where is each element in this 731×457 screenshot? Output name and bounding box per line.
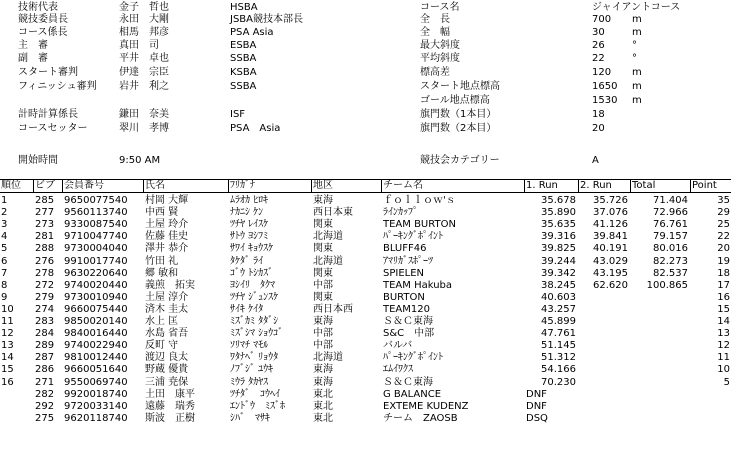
table-cell: 17 (717, 279, 730, 291)
table-cell: 289 (35, 340, 55, 352)
official-org: KSBA (230, 67, 257, 78)
table-cell: 13 (1, 340, 14, 352)
official-org: PSA Asia (230, 123, 281, 134)
course-unit: ° (632, 53, 637, 64)
table-cell: 土屋 淳介 (145, 291, 189, 303)
table-cell: 関東 (313, 291, 333, 303)
official-role: 技術代表 (18, 2, 58, 13)
table-cell: 北海道 (313, 352, 343, 364)
table-cell: 276 (35, 255, 55, 267)
table-cell: 82.273 (653, 255, 688, 267)
table-cell: 1 (1, 195, 8, 206)
table-cell: 9730010940 (64, 291, 128, 303)
header-rule (0, 179, 731, 180)
table-cell: 11 (717, 352, 730, 364)
course-unit: m (632, 27, 642, 38)
table-cell: 竹田 礼 (145, 255, 179, 267)
table-cell: 9920018740 (64, 388, 128, 400)
header-divider (33, 179, 34, 192)
table-cell: 35.635 (541, 219, 576, 231)
table-cell: DNF (526, 388, 547, 400)
table-cell: 済木 圭太 (145, 303, 189, 315)
table-cell: 5 (723, 376, 730, 388)
table-cell: 9710047740 (64, 231, 128, 243)
table-cell: TEAM Hakuba (383, 279, 453, 291)
table-cell: 283 (35, 316, 55, 327)
official-role: 計時計算係長 (18, 109, 78, 120)
table-cell: ﾐｽﾞｶﾐ ﾀﾀﾞｼ (230, 316, 279, 327)
table-cell: ｴﾑｲﾜｸｽ (383, 364, 413, 376)
table-cell: EXTEME KUDENZ (383, 400, 469, 412)
column-header: 会員番号 (64, 180, 104, 191)
table-cell: 43.257 (541, 303, 576, 315)
table-cell: 9910017740 (64, 255, 128, 267)
table-cell: 15 (1, 364, 14, 376)
course-label: 全 長 (420, 14, 450, 25)
official-name: 金子 哲也 (119, 2, 169, 13)
table-cell: Ｓ＆Ｃ東海 (383, 376, 433, 388)
table-cell: ﾖｼｲﾘ ﾀｸﾏ (230, 279, 275, 291)
table-cell: ﾐｽﾞｼﾏ ｼｮｳｺﾞ (230, 328, 284, 340)
table-cell: 14 (717, 316, 730, 327)
table-cell: 9650077540 (64, 195, 128, 206)
official-role: コースセッター (18, 123, 88, 134)
table-cell: 286 (35, 364, 55, 376)
table-cell: 東海 (313, 316, 333, 327)
course-label: 最大斜度 (420, 40, 460, 51)
table-cell: 9660051640 (64, 364, 128, 376)
table-cell: 9630220640 (64, 267, 128, 279)
table-cell: ﾐｳﾗ ﾀｶﾔｽ (230, 376, 269, 388)
table-cell: 9810012440 (64, 352, 128, 364)
table-cell: 13 (717, 328, 730, 340)
official-role: コース係長 (18, 27, 68, 38)
table-cell: 40.603 (541, 291, 576, 303)
course-unit: ° (632, 40, 637, 51)
table-cell: 277 (35, 207, 55, 219)
official-org: HSBA (230, 2, 258, 13)
column-header: Total (632, 180, 656, 191)
table-cell: 279 (35, 291, 55, 303)
header-rule (0, 192, 731, 193)
table-cell: 9850020140 (64, 316, 128, 327)
table-cell: 71.404 (653, 195, 688, 206)
table-cell: 10 (1, 303, 14, 315)
official-org: ISF (230, 109, 246, 120)
start-time-value: 9:50 AM (119, 155, 161, 166)
table-cell: 9330087540 (64, 219, 128, 231)
table-cell: 9560113740 (64, 207, 128, 219)
table-cell: 40.191 (593, 243, 628, 255)
header-divider (578, 179, 579, 192)
column-header: 順位 (1, 180, 21, 191)
table-cell: 281 (35, 231, 55, 243)
table-cell: 288 (35, 243, 55, 255)
course-label: 標高差 (420, 67, 450, 78)
table-cell: 12 (1, 328, 14, 340)
table-cell: 274 (35, 303, 55, 315)
table-cell: 22 (717, 231, 730, 243)
table-cell: 39.342 (541, 267, 576, 279)
table-cell: 中部 (313, 279, 333, 291)
official-name: 平井 卓也 (119, 53, 169, 64)
table-cell: ﾜﾀﾅﾍﾞ ﾘｮｳﾀ (230, 352, 279, 364)
table-cell: 54.166 (541, 364, 576, 376)
table-cell: 東北 (313, 400, 333, 412)
table-cell: 東海 (313, 376, 333, 388)
course-label: コース名 (420, 2, 460, 13)
table-cell: 70.230 (541, 376, 576, 388)
table-cell: 関東 (313, 267, 333, 279)
column-header: チーム名 (383, 180, 423, 191)
course-label: ゴール地点標高 (420, 95, 490, 106)
official-org: SSBA (230, 53, 257, 64)
course-label: 平均斜度 (420, 53, 460, 64)
table-cell: 51.145 (541, 340, 576, 352)
table-cell: 8 (1, 279, 8, 291)
table-cell: 79.157 (653, 231, 688, 243)
official-org: PSA Asia (230, 27, 274, 38)
table-cell: 38.245 (541, 279, 576, 291)
table-cell: 82.537 (653, 267, 688, 279)
table-cell: ﾗｲﾝｶｯﾌﾟ (383, 207, 418, 219)
table-cell: 野蔵 優貴 (145, 364, 189, 376)
table-cell: バルバ (383, 340, 413, 352)
course-unit: m (632, 67, 642, 78)
table-cell: TEAM BURTON (383, 219, 456, 231)
table-cell: DNF (526, 400, 547, 412)
table-cell: 4 (1, 231, 8, 243)
official-role: フィニッシュ審判 (18, 81, 97, 92)
table-cell: 3 (1, 219, 8, 231)
table-cell: 9660075440 (64, 303, 128, 315)
table-cell: 16 (717, 291, 730, 303)
course-value: 18 (592, 109, 605, 120)
official-role: スタート審判 (18, 67, 78, 78)
table-cell: ｻﾜｲ ｷｮｳｽｹ (230, 243, 274, 255)
table-cell: ｻﾄｳ ﾖｼﾌﾐ (230, 231, 269, 243)
table-cell: 272 (35, 279, 55, 291)
table-cell: 35.726 (593, 195, 628, 206)
table-cell: 義煎 拓実 (145, 279, 195, 291)
table-cell: 東海 (313, 364, 333, 376)
table-cell: 37.076 (593, 207, 628, 219)
course-unit: m (632, 95, 642, 106)
course-value: 1650 (592, 81, 618, 92)
table-cell: ﾂﾁﾔ ﾚｲｽｹ (230, 219, 269, 231)
table-cell: 西日本西 (313, 303, 353, 315)
course-value: 20 (592, 123, 605, 134)
header-divider (311, 179, 312, 192)
table-cell: 土田 康平 (145, 388, 195, 400)
table-cell: 284 (35, 328, 55, 340)
table-cell: 中部 (313, 328, 333, 340)
official-role: 主 審 (18, 40, 48, 51)
table-cell: 14 (1, 352, 14, 364)
official-name: 岩井 利之 (119, 81, 169, 92)
table-cell: 271 (35, 376, 55, 388)
official-name: 翠川 孝博 (119, 123, 169, 134)
header-divider (630, 179, 631, 192)
course-unit: m (632, 81, 642, 92)
official-name: 真田 司 (119, 40, 159, 51)
table-cell: 反町 守 (145, 340, 179, 352)
table-cell: 水島 省吾 (145, 328, 189, 340)
table-cell: 西日本東 (313, 207, 353, 219)
table-cell: 三浦 尭保 (145, 376, 189, 388)
course-unit: m (632, 14, 642, 25)
table-cell: 18 (717, 267, 730, 279)
table-cell: ﾊﾟｰｷﾝｸﾞﾎﾟｲﾝﾄ (383, 231, 443, 243)
official-org: ESBA (230, 40, 257, 51)
table-cell: ﾀｹﾀﾞ ﾗｲ (230, 255, 264, 267)
table-cell: DSQ (526, 412, 548, 424)
table-cell: 渡辺 良太 (145, 352, 189, 364)
table-cell: 斯波 正樹 (145, 412, 195, 424)
table-cell: 10 (717, 364, 730, 376)
table-cell: 43.195 (593, 267, 628, 279)
column-header: 2. Run (580, 180, 612, 191)
table-cell: G BALANCE (383, 388, 442, 400)
table-cell: 関東 (313, 219, 333, 231)
table-cell: 62.620 (593, 279, 628, 291)
table-cell: 9740022940 (64, 340, 128, 352)
course-value: 700 (592, 14, 612, 25)
table-cell: ｼﾊﾞ ﾏｻｷ (230, 412, 270, 424)
column-header: Point (692, 180, 717, 191)
table-cell: 9620118740 (64, 412, 128, 424)
official-name: 相馬 邦彦 (119, 27, 169, 38)
table-cell: 土屋 玲介 (145, 219, 189, 231)
table-cell: BLUFF46 (383, 243, 427, 255)
table-cell: 中部 (313, 340, 333, 352)
table-cell: 39.825 (541, 243, 576, 255)
table-cell: 北海道 (313, 231, 343, 243)
table-cell: 佐藤 佳史 (145, 231, 189, 243)
header-divider (381, 179, 382, 192)
table-cell: 72.966 (653, 207, 688, 219)
table-cell: 郷 敏和 (145, 267, 179, 279)
table-cell: 北海道 (313, 255, 343, 267)
table-cell: 43.029 (593, 255, 628, 267)
table-cell: 15 (717, 303, 730, 315)
table-cell: ｺﾞｳ ﾄｼｶｽﾞ (230, 267, 274, 279)
table-cell: 292 (35, 400, 55, 412)
column-header: ビブ (35, 180, 55, 191)
table-cell: 19 (717, 255, 730, 267)
table-cell: 29 (717, 207, 730, 219)
table-cell: 9740020440 (64, 279, 128, 291)
table-cell: 100.865 (646, 279, 688, 291)
table-cell: 中西 賢 (145, 207, 179, 219)
official-name: 鎌田 奈美 (119, 109, 169, 120)
official-name: 永田 大剛 (119, 14, 169, 25)
table-cell: 39.316 (541, 231, 576, 243)
course-label: 全 幅 (420, 27, 450, 38)
table-cell: 水上 匡 (145, 316, 179, 327)
official-org: SSBA (230, 81, 257, 92)
course-label: 旗門数（2本目） (420, 123, 497, 134)
table-cell: 東海 (313, 195, 333, 206)
table-cell: ﾂﾁﾔ ｼﾞｭﾝｽｹ (230, 291, 279, 303)
table-cell: 東北 (313, 412, 333, 424)
course-value: ジャイアントコース (592, 2, 681, 13)
table-cell: 41.126 (593, 219, 628, 231)
table-cell: ｻｲｷ ｹｲﾀ (230, 303, 264, 315)
column-header: 地区 (313, 180, 333, 191)
category-label: 競技会カテゴリー (420, 155, 500, 166)
table-cell: S&C 中部 (383, 328, 435, 340)
table-cell: 76.761 (653, 219, 688, 231)
course-value: 22 (592, 53, 605, 64)
column-header: 1. Run (526, 180, 558, 191)
official-role: 副 審 (18, 53, 48, 64)
header-divider (62, 179, 63, 192)
table-cell: ﾑﾗｵｶ ﾋﾛｷ (230, 195, 269, 206)
course-value: 26 (592, 40, 605, 51)
table-cell: ｿﾘﾏﾁ ﾏﾓﾙ (230, 340, 269, 352)
table-cell: ﾊﾟｰｷﾝｸﾞﾎﾟｲﾝﾄ (383, 352, 443, 364)
table-cell: 285 (35, 195, 55, 206)
table-cell: 2 (1, 207, 8, 219)
table-cell: ﾅｶﾆｼ ｹﾝ (230, 207, 264, 219)
table-cell: 287 (35, 352, 55, 364)
course-value: 1530 (592, 95, 618, 106)
column-header: 氏名 (145, 180, 165, 191)
table-cell: BURTON (383, 291, 425, 303)
official-role: 競技委員長 (18, 14, 68, 25)
header-divider (524, 179, 525, 192)
table-cell: 80.016 (653, 243, 688, 255)
official-name: 伊達 宗臣 (119, 67, 169, 78)
table-cell: ﾉﾌﾞｼﾞ ﾕｳｷ (230, 364, 274, 376)
table-cell: ｴﾝﾄﾞｳ ﾐｽﾞﾎ (230, 400, 285, 412)
table-cell: 39.841 (593, 231, 628, 243)
table-cell: 11 (1, 316, 14, 327)
course-label: スタート地点標高 (420, 81, 500, 92)
table-cell: チーム ZAOSB (383, 412, 458, 424)
table-cell: 25 (717, 219, 730, 231)
table-cell: 35.890 (541, 207, 576, 219)
table-cell: 9730004040 (64, 243, 128, 255)
header-divider (143, 179, 144, 192)
table-cell: Ｓ＆Ｃ東海 (383, 316, 433, 327)
table-cell: 関東 (313, 243, 333, 255)
table-cell: 9840016440 (64, 328, 128, 340)
table-cell: 9720033140 (64, 400, 128, 412)
table-cell: 9550069740 (64, 376, 128, 388)
table-cell: ﾂﾁﾀﾞ ｺｳﾍｲ (230, 388, 280, 400)
table-cell: 6 (1, 255, 8, 267)
category-value: A (592, 155, 599, 166)
header-divider (228, 179, 229, 192)
table-cell: 51.312 (541, 352, 576, 364)
course-value: 120 (592, 67, 612, 78)
table-cell: 20 (717, 243, 730, 255)
table-cell: 35.678 (541, 195, 576, 206)
table-cell: 275 (35, 412, 55, 424)
table-cell: 5 (1, 243, 8, 255)
table-cell: 278 (35, 267, 55, 279)
table-cell: 273 (35, 219, 55, 231)
table-cell: SPIELEN (383, 267, 425, 279)
table-cell: ｆｏｌｌｏｗ'ｓ (383, 195, 456, 206)
table-cell: ｱﾏﾘｶﾞｽﾎﾟｰﾂ (383, 255, 433, 267)
table-cell: TEAM120 (383, 303, 430, 315)
table-cell: 47.761 (541, 328, 576, 340)
official-org: JSBA競技本部長 (230, 14, 303, 25)
table-cell: 282 (35, 388, 55, 400)
table-cell: 35 (717, 195, 730, 206)
header-divider (690, 179, 691, 192)
table-cell: 遠藤 瑞秀 (145, 400, 195, 412)
course-label: 旗門数（1本目） (420, 109, 497, 120)
column-header: ﾌﾘｶﾞﾅ (230, 180, 255, 191)
start-time-label: 開始時間 (18, 155, 58, 166)
table-cell: 9 (1, 291, 8, 303)
course-value: 30 (592, 27, 605, 38)
table-cell: 村岡 大輝 (145, 195, 189, 206)
table-cell: 39.244 (541, 255, 576, 267)
table-cell: 東北 (313, 388, 333, 400)
table-cell: 澤井 恭介 (145, 243, 189, 255)
table-cell: 16 (1, 376, 14, 388)
table-cell: 7 (1, 267, 8, 279)
table-cell: 45.899 (541, 316, 576, 327)
table-cell: 12 (717, 340, 730, 352)
